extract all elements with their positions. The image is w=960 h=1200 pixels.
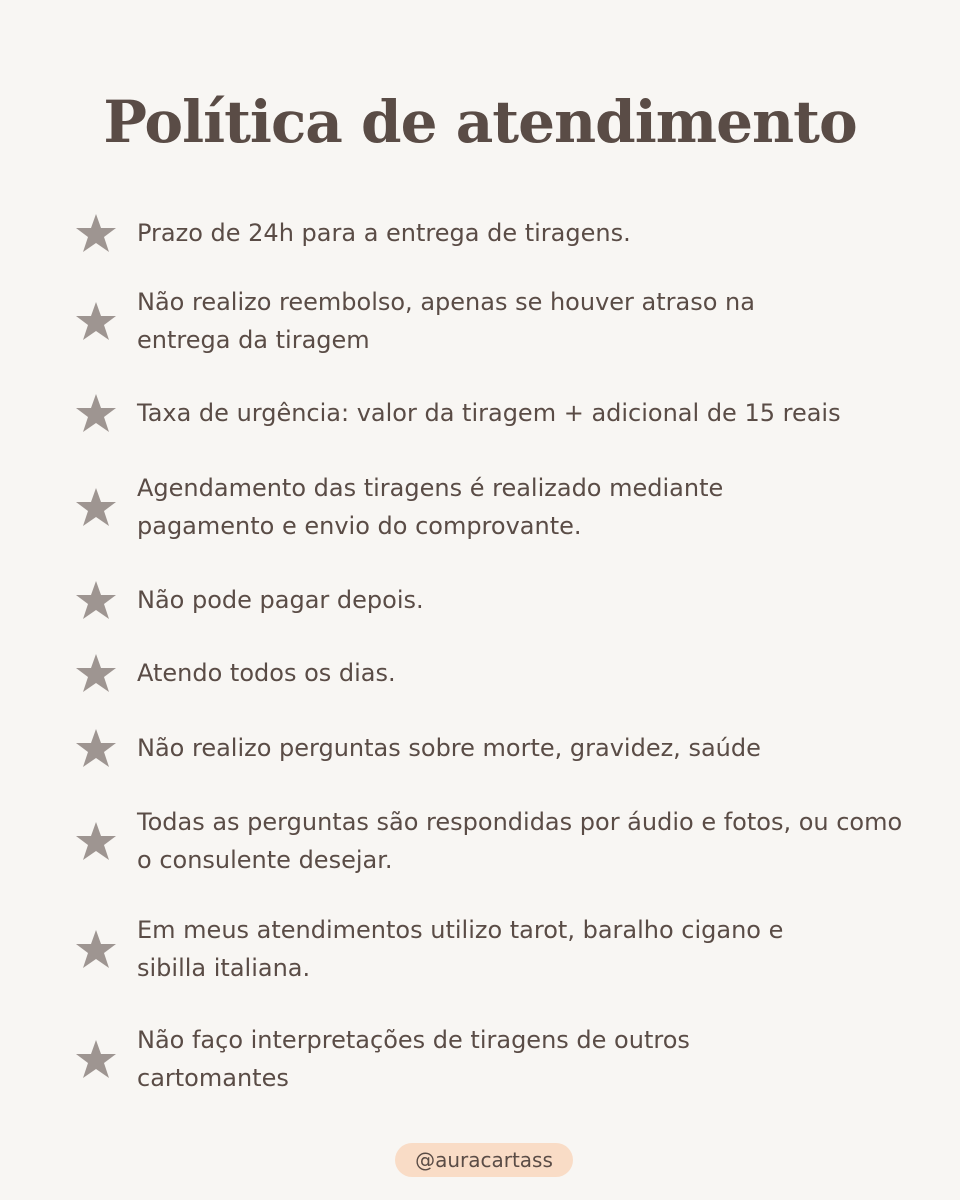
rule-item — [75, 653, 915, 693]
rule-item — [75, 393, 915, 433]
rule-text: Em meus atendimentos utilizo tarot, baralho cigano e sibilla italiana. — [137, 916, 784, 982]
star-icon — [75, 929, 117, 969]
rule-text: Não faço interpretações de tiragens de outros cartomantes — [137, 1026, 690, 1092]
rule-item — [75, 911, 915, 987]
rule-item — [75, 213, 915, 253]
star-icon — [75, 728, 117, 768]
star-icon — [75, 301, 117, 341]
star-icon — [75, 1039, 117, 1079]
rule-text: Agendamento das tiragens é realizado mediante pagamento e envio do comprovante. — [137, 474, 724, 540]
page-title: Política de atendimento — [103, 88, 857, 156]
rule-text: Todas as perguntas são respondidas por áudio e fotos, ou como o consulente desejar. — [137, 808, 903, 874]
star-icon — [75, 821, 117, 861]
rule-item — [75, 580, 915, 620]
rule-text: Não realizo perguntas sobre morte, gravidez, saúde — [137, 734, 761, 762]
rule-text: Não pode pagar depois. — [137, 586, 424, 614]
rule-item — [75, 283, 915, 359]
rule-item — [75, 803, 915, 879]
rule-item — [75, 728, 915, 768]
star-icon — [75, 393, 117, 433]
rule-text: Taxa de urgência: valor da tiragem + adicional de 15 reais — [137, 399, 841, 427]
rule-text: Não realizo reembolso, apenas se houver atraso na entrega da tiragem — [137, 288, 755, 354]
star-icon — [75, 213, 117, 253]
star-icon — [75, 487, 117, 527]
star-icon — [75, 653, 117, 693]
rule-text: Atendo todos os dias. — [137, 659, 396, 687]
rule-item — [75, 469, 915, 545]
instagram-handle: @auracartass — [395, 1143, 573, 1177]
star-icon — [75, 580, 117, 620]
rule-text: Prazo de 24h para a entrega de tiragens. — [137, 219, 631, 247]
rule-item — [75, 1021, 915, 1097]
